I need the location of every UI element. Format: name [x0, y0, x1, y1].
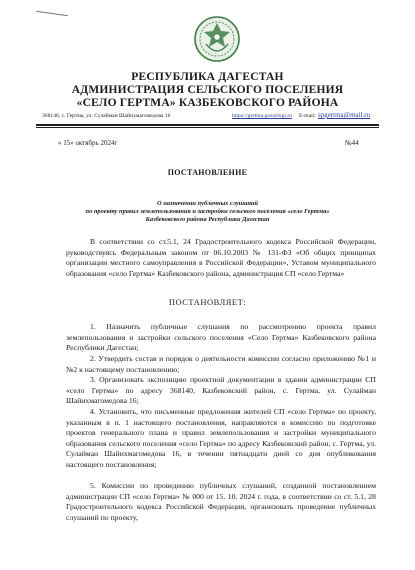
document-number: №44 [345, 139, 359, 147]
decree-item: 5. Комиссии по проведению публичных слушаний, созданной постановлением администрации СП «село Гертма» № 000 от 15. 10. 2024 г. года, в соответствии со ст. 5.1, 28 Градостроительного кодекса Российской Федерации, организовать проведение публичных слушаний по проекту, [66, 481, 376, 522]
email-label: E-mail: [299, 113, 316, 119]
header-address: 368148, с. Гертма, ул. Сулайман Шайихмагомедова 16 [42, 113, 171, 119]
header-divider [36, 124, 379, 126]
email-link[interactable]: spgertma@mail.ru [318, 111, 371, 119]
decree-item: 3. Организовать экспозицию проектной документации в здании администрации СП «село Гертма» по адресу 368140, Казбековский район, с. Гертма, ул. Сулайман Шайихмагомедова 16; [66, 375, 376, 405]
decree-item: 1. Назначить публичные слушания по рассмотрению проекта правил землепользования и застройки сельского поселения «Село Гертма» Казбековского района Республики Дагестан; [66, 322, 376, 352]
website-link[interactable]: https://gertma.gosuslugi.ru [232, 113, 292, 119]
header-administration: АДМИНИСТРАЦИЯ СЕЛЬСКОГО ПОСЕЛЕНИЯ [71, 84, 344, 96]
header-divider-thin [36, 127, 379, 128]
subject-line: О назначении публичных слушаний [157, 200, 258, 207]
scan-mark [36, 11, 68, 16]
header-republic: РЕСПУБЛИКА ДАГЕСТАН [131, 71, 284, 83]
document-title: ПОСТАНОВЛЕНИЕ [167, 168, 248, 177]
decree-heading: ПОСТАНОВЛЯЕТ: [168, 297, 247, 307]
intro-paragraph: В соответствии со ст.5.1, 24 Градостроительного кодекса Российской Федерации, руководствуясь Федеральным законом от 06.10.2003 № 131-ФЗ «Об общих принципах организации местного самоуправления в Российской Федерации», Уставом муниципального образования «село Гертма» Казбековского района, администрация СП «село Гертма» [66, 237, 376, 278]
decree-item: 4. Установить, что письменные предложения жителей СП «село Гертма» по проекту, указанным в п. 1 настоящего постановления, направляются в комиссию по подготовке проектов генерального плана и правил землепользования и застройки муниципального образования сельского поселения «село Гертма» по адресу Казбековский район, с. Гертма, ул. Сулайман Шайихмагомедова 16, в течении пятнадцати дней со дня опубликования настоящего постановления; [66, 407, 376, 469]
subject-line: Казбековского района Республики Дагестан [145, 216, 270, 223]
subject-line: по проекту правил землепользования и застройки сельского поселения «село Гертма» [85, 208, 330, 215]
header-village: «СЕЛО ГЕРТМА» КАЗБЕКОВСКОГО РАЙОНА [76, 97, 339, 109]
coat-of-arms-icon [192, 14, 242, 64]
document-date: « 15» октябрь 2024г [58, 139, 118, 147]
decree-item: 2. Утвердить состав и порядок о деятельности комиссии согласно приложению №1 и №2 к настоящему постановлению; [66, 354, 376, 374]
